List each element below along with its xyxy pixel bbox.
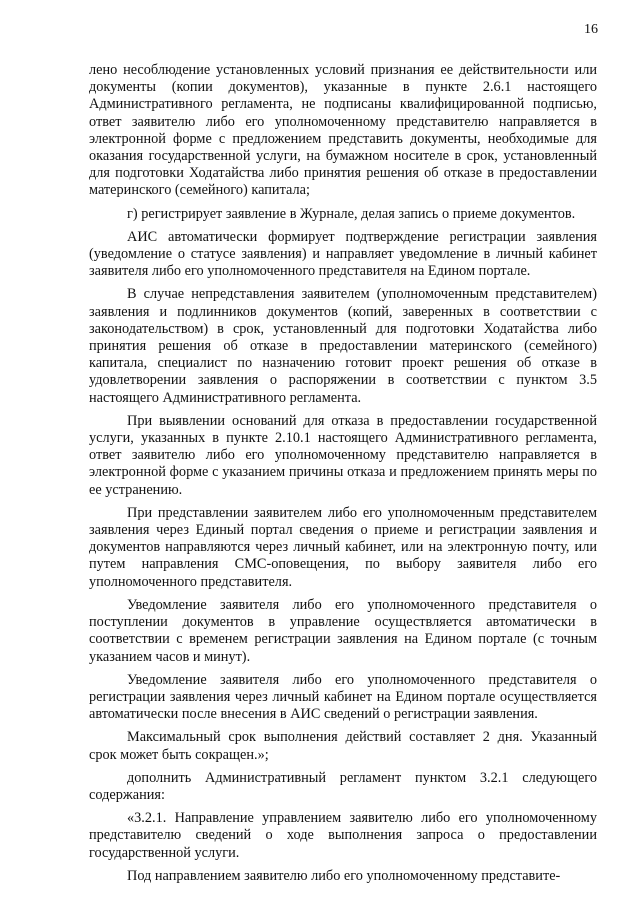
page-number: 16	[584, 22, 598, 37]
paragraph-portal-notification: При представлении заявителем либо его уполномоченным представителем заявления через Единый портал сведения о приеме и регистрации заявления и документов направляются через личный кабинет, или на электронную почту, или путем направления СМС-оповещения, по выбору заявителя либо его уполномоченного представителя.	[89, 504, 597, 590]
paragraph-continuation: лено несоблюдение установленных условий признания ее действительности или документы (копии документов), указанные в пункте 2.6.1 настоящего Административного регламента, не подписаны квалифицированной подписью, ответ заявителю либо его уполномоченному представителю направляется в электронной форме с предложением представить документы, необходимые для оказания государственной услуги, на бумажном носителе в срок, установленный для подготовки Ходатайства либо принятия решения об отказе в предоставлении материнского (семейного) капитала;	[89, 62, 597, 199]
paragraph-non-submission: В случае непредставления заявителем (уполномоченным представителем) заявления и подлинников документов (копий, заверенных в соответствии с законодательством) в срок, установленный для подготовки Ходатайства либо принятия решения об отказе в предоставлении материнского (семейного) капитала, специалист по назначению готовит проект решения об отказе в удовлетворении заявления о распоряжении в соответствии с пунктом 3.5 настоящего Административного регламента.	[89, 286, 597, 406]
paragraph-max-term: Максимальный срок выполнения действий составляет 2 дня. Указанный срок может быть сокращен.»;	[89, 729, 597, 763]
paragraph-refusal-grounds: При выявлении оснований для отказа в предоставлении государственной услуги, указанных в пункте 2.10.1 настоящего Административного регламента, ответ заявителю либо его уполномоченному представителю направляется в электронной форме с указанием причины отказа и предложением принять меры по ее устранению.	[89, 412, 597, 498]
paragraph-receipt-notice: Уведомление заявителя либо его уполномоченного представителя о поступлении документов в управление осуществляется автоматически в соответствии с временем регистрации заявления на Едином портале (с точным указанием часов и минут).	[89, 596, 597, 665]
paragraph-registration: г) регистрирует заявление в Журнале, делая запись о приеме документов.	[127, 205, 576, 222]
paragraph-ais-confirmation: АИС автоматически формирует подтверждение регистрации заявления (уведомление о статусе заявления) и направляет уведомление в личный кабинет заявителя либо его уполномоченного представителя на Едином портале.	[89, 228, 597, 280]
paragraph-amendment: дополнить Административный регламент пунктом 3.2.1 следующего содержания:	[89, 769, 597, 803]
paragraph-section-3-2-1: «3.2.1. Направление управлением заявителю либо его уполномоченному представителю сведений о ходе выполнения запроса о предоставлении государственной услуги.	[89, 810, 597, 861]
paragraph-final: Под направлением заявителю либо его уполномоченному представите-	[127, 867, 561, 884]
paragraph-registration-notice: Уведомление заявителя либо его уполномоченного представителя о регистрации заявления через личный кабинет на Едином портале осуществляется автоматически после внесения в АИС сведений о регистрации заявления.	[89, 671, 597, 723]
document-body	[89, 62, 597, 891]
